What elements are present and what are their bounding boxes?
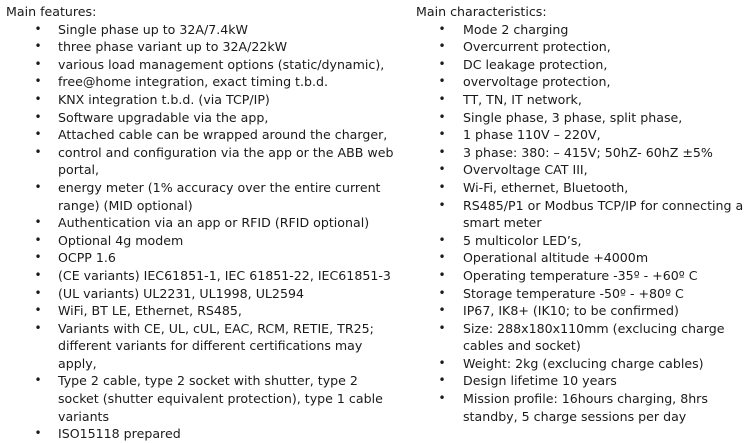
- list-item-text: OCPP 1.6: [58, 250, 116, 266]
- list-item: [416, 232, 747, 250]
- bullet-icon: •: [438, 303, 446, 318]
- list-item-text: Optional 4g modem: [58, 232, 184, 248]
- list-item: [6, 320, 401, 373]
- list-item-text: Storage temperature -50º - +80º C: [463, 285, 684, 301]
- bullet-icon: •: [438, 162, 446, 177]
- list-item-text: energy meter (1% accuracy over the entire current range) (MID optional): [58, 179, 381, 213]
- list-item-text: Wi-Fi, ethernet, Bluetooth,: [463, 179, 629, 195]
- bullet-icon: •: [34, 267, 42, 282]
- list-item-text: 5 multicolor LED’s,: [463, 232, 582, 248]
- list-item: [6, 425, 401, 443]
- list-item-text: DC leakage protection,: [463, 56, 608, 72]
- list-item: [416, 267, 747, 285]
- bullet-icon: •: [438, 21, 446, 36]
- list-item: [6, 21, 401, 39]
- list-item-text: WiFi, BT LE, Ethernet, RS485,: [58, 303, 242, 319]
- list-item-text: Variants with CE, UL, cUL, EAC, RCM, RETIE, TR25; different variants for different certifications may apply,: [58, 320, 374, 371]
- list-item-text: Overcurrent protection,: [463, 39, 611, 55]
- bullet-icon: •: [438, 391, 446, 406]
- bullet-icon: •: [438, 74, 446, 89]
- list-item: [6, 73, 401, 91]
- list-item-text: Software upgradable via the app,: [58, 109, 269, 125]
- bullet-icon: •: [438, 250, 446, 265]
- list-item: [416, 38, 747, 56]
- list-item: [416, 179, 747, 197]
- bullet-icon: •: [34, 179, 42, 194]
- list-item: [416, 126, 747, 144]
- bullet-icon: •: [438, 285, 446, 300]
- bullet-icon: •: [438, 232, 446, 247]
- list-item: [6, 267, 401, 285]
- list-item-text: Attached cable can be wrapped around the charger,: [58, 127, 388, 143]
- list-item: [416, 320, 747, 355]
- bullet-icon: •: [34, 39, 42, 54]
- list-item: [416, 21, 747, 39]
- bullet-icon: •: [438, 373, 446, 388]
- list-item-text: RS485/P1 or Modbus TCP/IP for connecting a smart meter: [463, 197, 744, 231]
- bullet-icon: •: [34, 109, 42, 124]
- bullet-icon: •: [438, 39, 446, 54]
- bullet-icon: •: [34, 74, 42, 89]
- list-item-text: 3 phase: 380: – 415V; 50hZ- 60hZ ±5%: [463, 144, 713, 160]
- bullet-icon: •: [438, 144, 446, 159]
- list-item: [416, 91, 747, 109]
- list-item-text: (UL variants) UL2231, UL1998, UL2594: [58, 285, 304, 301]
- bullet-icon: •: [34, 144, 42, 159]
- list-item: [416, 390, 747, 425]
- bullet-icon: •: [34, 91, 42, 106]
- list-item: [416, 56, 747, 74]
- list-item-text: Design lifetime 10 years: [463, 373, 617, 389]
- list-item-text: Authentication via an app or RFID (RFID optional): [58, 215, 370, 231]
- list-item: [416, 197, 747, 232]
- list-item: [416, 372, 747, 390]
- bullet-icon: •: [438, 320, 446, 335]
- bullet-icon: •: [34, 250, 42, 265]
- list-item: [6, 302, 401, 320]
- bullet-icon: •: [34, 21, 42, 36]
- list-item-text: control and configuration via the app or the ABB web portal,: [58, 144, 394, 178]
- list-item-text: Overvoltage CAT III,: [463, 162, 588, 178]
- main-features-heading: Main features:: [6, 4, 97, 19]
- bullet-icon: •: [438, 109, 446, 124]
- list-item: [6, 144, 401, 179]
- bullet-icon: •: [438, 267, 446, 282]
- list-item-text: Mode 2 charging: [463, 21, 569, 37]
- list-item-text: (CE variants) IEC61851-1, IEC 61851-22, IEC61851-3: [58, 267, 391, 283]
- main-characteristics-list: [416, 21, 747, 426]
- list-item: [6, 91, 401, 109]
- list-item: [6, 232, 401, 250]
- list-item-text: Size: 288x180x110mm (exclucing charge cables and socket): [463, 320, 725, 354]
- bullet-icon: •: [438, 127, 446, 142]
- list-item-text: Single phase, 3 phase, split phase,: [463, 109, 683, 125]
- list-item: [6, 179, 401, 214]
- bullet-icon: •: [34, 426, 42, 441]
- list-item-text: Weight: 2kg (exclucing charge cables): [463, 355, 704, 371]
- list-item-text: Type 2 cable, type 2 socket with shutter, type 2 socket (shutter equivalent protection), type 1 cable variants: [58, 373, 383, 424]
- list-item: [416, 302, 747, 320]
- bullet-icon: •: [34, 303, 42, 318]
- bullet-icon: •: [34, 215, 42, 230]
- bullet-icon: •: [34, 373, 42, 388]
- bullet-icon: •: [34, 285, 42, 300]
- list-item: [416, 109, 747, 127]
- list-item-text: Single phase up to 32A/7.4kW: [58, 21, 249, 37]
- list-item: [416, 161, 747, 179]
- list-item: [416, 249, 747, 267]
- list-item: [6, 249, 401, 267]
- bullet-icon: •: [34, 56, 42, 71]
- list-item: [416, 73, 747, 91]
- list-item: [6, 214, 401, 232]
- list-item: [416, 144, 747, 162]
- bullet-icon: •: [438, 56, 446, 71]
- list-item-text: Operational altitude +4000m: [463, 250, 649, 266]
- list-item-text: various load management options (static/dynamic),: [58, 56, 385, 72]
- list-item-text: three phase variant up to 32A/22kW: [58, 39, 288, 55]
- list-item-text: TT, TN, IT network,: [463, 91, 582, 107]
- bullet-icon: •: [34, 232, 42, 247]
- list-item: [416, 285, 747, 303]
- list-item-text: 1 phase 110V – 220V,: [463, 127, 601, 143]
- bullet-icon: •: [438, 179, 446, 194]
- bullet-icon: •: [34, 320, 42, 335]
- bullet-icon: •: [34, 127, 42, 142]
- list-item: [416, 355, 747, 373]
- list-item-text: IP67, IK8+ (IK10; to be confirmed): [463, 303, 679, 319]
- main-characteristics-column: [416, 3, 747, 425]
- list-item-text: Operating temperature -35º - +60º C: [463, 267, 698, 283]
- bullet-icon: •: [438, 91, 446, 106]
- main-features-list: [6, 21, 401, 443]
- list-item-text: free@home integration, exact timing t.b.d.: [58, 74, 328, 90]
- bullet-icon: •: [438, 355, 446, 370]
- list-item-text: Mission profile: 16hours charging, 8hrs standby, 5 charge sessions per day: [463, 391, 708, 424]
- list-item: [6, 126, 401, 144]
- list-item: [6, 56, 401, 74]
- list-item: [6, 285, 401, 303]
- list-item-text: ISO15118 prepared: [58, 426, 181, 442]
- bullet-icon: •: [438, 197, 446, 212]
- list-item-text: KNX integration t.b.d. (via TCP/IP): [58, 91, 270, 107]
- list-item: [6, 38, 401, 56]
- main-features-column: [6, 3, 401, 443]
- main-characteristics-heading: Main characteristics:: [416, 4, 547, 19]
- list-item-text: overvoltage protection,: [463, 74, 611, 90]
- list-item: [6, 109, 401, 127]
- list-item: [6, 372, 401, 425]
